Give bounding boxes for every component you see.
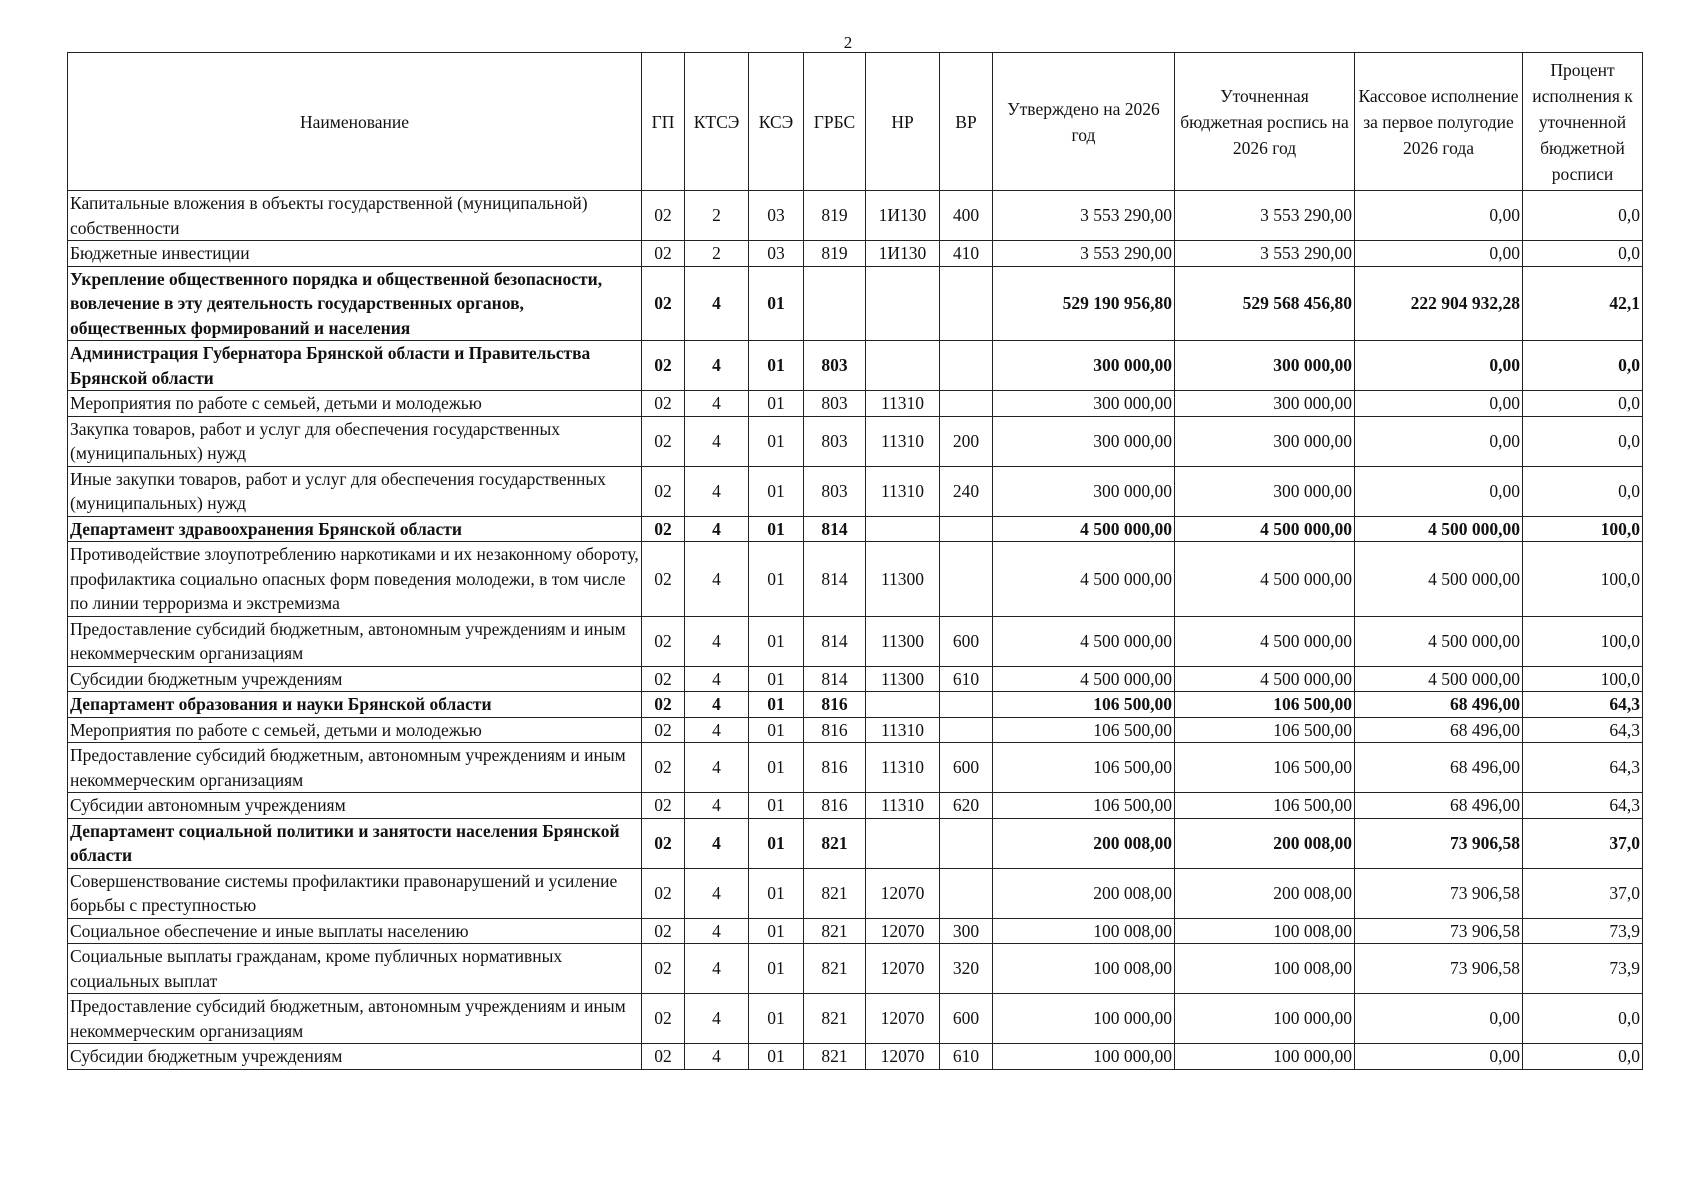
vr-cell: 410 (940, 241, 993, 267)
vr-cell (940, 391, 993, 417)
cash-cell: 4 500 000,00 (1355, 616, 1523, 666)
grbs-cell: 814 (804, 542, 866, 617)
percent-cell: 64,3 (1523, 743, 1643, 793)
cash-cell: 68 496,00 (1355, 692, 1523, 718)
header-gp: ГП (642, 53, 685, 191)
vr-cell (940, 868, 993, 918)
vr-cell: 400 (940, 191, 993, 241)
vr-cell: 620 (940, 793, 993, 819)
refined-cell: 106 500,00 (1175, 743, 1355, 793)
gp-cell: 02 (642, 391, 685, 417)
vr-cell: 240 (940, 466, 993, 516)
nr-cell: 12070 (866, 944, 940, 994)
gp-cell: 02 (642, 717, 685, 743)
table-row (68, 743, 1643, 793)
refined-cell: 106 500,00 (1175, 793, 1355, 819)
header-grbs: ГРБС (804, 53, 866, 191)
percent-cell: 0,0 (1523, 191, 1643, 241)
table-row (68, 616, 1643, 666)
percent-cell: 0,0 (1523, 1044, 1643, 1070)
approved-cell: 106 500,00 (993, 692, 1175, 718)
percent-cell: 0,0 (1523, 341, 1643, 391)
kse-cell: 01 (749, 542, 804, 617)
kse-cell: 01 (749, 743, 804, 793)
grbs-cell: 819 (804, 241, 866, 267)
gp-cell: 02 (642, 818, 685, 868)
cash-cell: 0,00 (1355, 241, 1523, 267)
table-row (68, 1044, 1643, 1070)
vr-cell: 610 (940, 666, 993, 692)
gp-cell: 02 (642, 692, 685, 718)
approved-cell: 4 500 000,00 (993, 616, 1175, 666)
percent-cell: 0,0 (1523, 416, 1643, 466)
table-row (68, 918, 1643, 944)
ktse-cell: 4 (685, 542, 749, 617)
nr-cell (866, 266, 940, 341)
table-row (68, 692, 1643, 718)
ktse-cell: 4 (685, 341, 749, 391)
gp-cell: 02 (642, 994, 685, 1044)
name-cell: Предоставление субсидий бюджетным, автономным учреждениям и иным некоммерческим организациям (68, 616, 642, 666)
cash-cell: 0,00 (1355, 994, 1523, 1044)
kse-cell: 03 (749, 191, 804, 241)
header-cash: Кассовое исполнение за первое полугодие 2026 года (1355, 53, 1523, 191)
grbs-cell: 816 (804, 692, 866, 718)
gp-cell: 02 (642, 266, 685, 341)
refined-cell: 100 000,00 (1175, 1044, 1355, 1070)
table-row (68, 391, 1643, 417)
kse-cell: 01 (749, 466, 804, 516)
nr-cell: 12070 (866, 918, 940, 944)
percent-cell: 64,3 (1523, 692, 1643, 718)
grbs-cell: 814 (804, 666, 866, 692)
percent-cell: 37,0 (1523, 818, 1643, 868)
percent-cell: 0,0 (1523, 466, 1643, 516)
percent-cell: 100,0 (1523, 542, 1643, 617)
header-name: Наименование (68, 53, 642, 191)
kse-cell: 01 (749, 416, 804, 466)
nr-cell: 11310 (866, 743, 940, 793)
page-number: 2 (843, 33, 853, 52)
name-cell: Мероприятия по работе с семьей, детьми и молодежью (68, 717, 642, 743)
ktse-cell: 4 (685, 666, 749, 692)
ktse-cell: 4 (685, 994, 749, 1044)
gp-cell: 02 (642, 918, 685, 944)
grbs-cell: 821 (804, 818, 866, 868)
refined-cell: 300 000,00 (1175, 341, 1355, 391)
grbs-cell: 816 (804, 743, 866, 793)
vr-cell: 600 (940, 994, 993, 1044)
ktse-cell: 4 (685, 391, 749, 417)
gp-cell: 02 (642, 743, 685, 793)
grbs-cell (804, 266, 866, 341)
vr-cell (940, 542, 993, 617)
ktse-cell: 2 (685, 191, 749, 241)
approved-cell: 100 008,00 (993, 944, 1175, 994)
nr-cell: 11300 (866, 542, 940, 617)
approved-cell: 300 000,00 (993, 341, 1175, 391)
nr-cell: 11310 (866, 416, 940, 466)
budget-table (67, 52, 1643, 1070)
kse-cell: 01 (749, 391, 804, 417)
approved-cell: 100 008,00 (993, 918, 1175, 944)
cash-cell: 73 906,58 (1355, 818, 1523, 868)
table-row (68, 717, 1643, 743)
ktse-cell: 4 (685, 743, 749, 793)
cash-cell: 222 904 932,28 (1355, 266, 1523, 341)
table-row (68, 191, 1643, 241)
percent-cell: 73,9 (1523, 918, 1643, 944)
approved-cell: 300 000,00 (993, 391, 1175, 417)
table-row (68, 266, 1643, 341)
table-row (68, 944, 1643, 994)
cash-cell: 0,00 (1355, 391, 1523, 417)
cash-cell: 68 496,00 (1355, 743, 1523, 793)
grbs-cell: 803 (804, 466, 866, 516)
grbs-cell: 816 (804, 793, 866, 819)
vr-cell (940, 692, 993, 718)
percent-cell: 100,0 (1523, 616, 1643, 666)
refined-cell: 300 000,00 (1175, 416, 1355, 466)
cash-cell: 0,00 (1355, 191, 1523, 241)
nr-cell (866, 341, 940, 391)
cash-cell: 4 500 000,00 (1355, 542, 1523, 617)
cash-cell: 73 906,58 (1355, 944, 1523, 994)
kse-cell: 01 (749, 717, 804, 743)
percent-cell: 0,0 (1523, 994, 1643, 1044)
grbs-cell: 821 (804, 994, 866, 1044)
cash-cell: 68 496,00 (1355, 793, 1523, 819)
nr-cell: 11310 (866, 466, 940, 516)
nr-cell (866, 818, 940, 868)
name-cell: Субсидии бюджетным учреждениям (68, 666, 642, 692)
kse-cell: 01 (749, 692, 804, 718)
grbs-cell: 819 (804, 191, 866, 241)
vr-cell (940, 818, 993, 868)
ktse-cell: 4 (685, 616, 749, 666)
gp-cell: 02 (642, 542, 685, 617)
cash-cell: 73 906,58 (1355, 868, 1523, 918)
ktse-cell: 4 (685, 266, 749, 341)
name-cell: Субсидии бюджетным учреждениям (68, 1044, 642, 1070)
approved-cell: 106 500,00 (993, 743, 1175, 793)
approved-cell: 100 000,00 (993, 1044, 1175, 1070)
vr-cell: 600 (940, 616, 993, 666)
nr-cell (866, 516, 940, 542)
cash-cell: 0,00 (1355, 416, 1523, 466)
name-cell: Предоставление субсидий бюджетным, автономным учреждениям и иным некоммерческим организациям (68, 994, 642, 1044)
kse-cell: 01 (749, 616, 804, 666)
table-row (68, 818, 1643, 868)
grbs-cell: 821 (804, 868, 866, 918)
refined-cell: 100 008,00 (1175, 918, 1355, 944)
vr-cell: 600 (940, 743, 993, 793)
kse-cell: 03 (749, 241, 804, 267)
header-approved: Утверждено на 2026 год (993, 53, 1175, 191)
ktse-cell: 4 (685, 717, 749, 743)
refined-cell: 4 500 000,00 (1175, 616, 1355, 666)
refined-cell: 200 008,00 (1175, 818, 1355, 868)
gp-cell: 02 (642, 341, 685, 391)
ktse-cell: 4 (685, 466, 749, 516)
vr-cell (940, 717, 993, 743)
grbs-cell: 803 (804, 416, 866, 466)
grbs-cell: 814 (804, 516, 866, 542)
approved-cell: 529 190 956,80 (993, 266, 1175, 341)
approved-cell: 300 000,00 (993, 466, 1175, 516)
cash-cell: 0,00 (1355, 466, 1523, 516)
vr-cell: 200 (940, 416, 993, 466)
percent-cell: 37,0 (1523, 868, 1643, 918)
name-cell: Мероприятия по работе с семьей, детьми и молодежью (68, 391, 642, 417)
name-cell: Иные закупки товаров, работ и услуг для обеспечения государственных (муниципальных) нужд (68, 466, 642, 516)
table-row (68, 793, 1643, 819)
refined-cell: 100 000,00 (1175, 994, 1355, 1044)
kse-cell: 01 (749, 793, 804, 819)
header-refined: Уточненная бюджетная роспись на 2026 год (1175, 53, 1355, 191)
ktse-cell: 4 (685, 692, 749, 718)
ktse-cell: 4 (685, 818, 749, 868)
vr-cell: 300 (940, 918, 993, 944)
percent-cell: 0,0 (1523, 241, 1643, 267)
grbs-cell: 821 (804, 1044, 866, 1070)
percent-cell: 73,9 (1523, 944, 1643, 994)
table-row (68, 516, 1643, 542)
nr-cell: 11300 (866, 616, 940, 666)
ktse-cell: 4 (685, 944, 749, 994)
name-cell: Предоставление субсидий бюджетным, автономным учреждениям и иным некоммерческим организациям (68, 743, 642, 793)
percent-cell: 42,1 (1523, 266, 1643, 341)
header-ktse: КТСЭ (685, 53, 749, 191)
vr-cell (940, 516, 993, 542)
kse-cell: 01 (749, 341, 804, 391)
gp-cell: 02 (642, 466, 685, 516)
name-cell: Бюджетные инвестиции (68, 241, 642, 267)
approved-cell: 4 500 000,00 (993, 542, 1175, 617)
nr-cell: 11310 (866, 391, 940, 417)
ktse-cell: 4 (685, 1044, 749, 1070)
table-row (68, 416, 1643, 466)
nr-cell: 12070 (866, 994, 940, 1044)
approved-cell: 100 000,00 (993, 994, 1175, 1044)
nr-cell: 12070 (866, 1044, 940, 1070)
gp-cell: 02 (642, 191, 685, 241)
nr-cell: 1И130 (866, 191, 940, 241)
gp-cell: 02 (642, 666, 685, 692)
refined-cell: 100 008,00 (1175, 944, 1355, 994)
cash-cell: 68 496,00 (1355, 717, 1523, 743)
nr-cell: 11310 (866, 717, 940, 743)
refined-cell: 200 008,00 (1175, 868, 1355, 918)
approved-cell: 3 553 290,00 (993, 191, 1175, 241)
refined-cell: 3 553 290,00 (1175, 191, 1355, 241)
vr-cell: 610 (940, 1044, 993, 1070)
ktse-cell: 4 (685, 416, 749, 466)
refined-cell: 106 500,00 (1175, 692, 1355, 718)
grbs-cell: 821 (804, 918, 866, 944)
name-cell: Укрепление общественного порядка и общественной безопасности, вовлечение в эту деятельность государственных органов, общественных формирований и населения (68, 266, 642, 341)
refined-cell: 4 500 000,00 (1175, 516, 1355, 542)
kse-cell: 01 (749, 666, 804, 692)
percent-cell: 0,0 (1523, 391, 1643, 417)
name-cell: Субсидии автономным учреждениям (68, 793, 642, 819)
percent-cell: 64,3 (1523, 793, 1643, 819)
header-percent: Процент исполнения к уточненной бюджетной росписи (1523, 53, 1643, 191)
nr-cell: 1И130 (866, 241, 940, 267)
nr-cell: 11310 (866, 793, 940, 819)
gp-cell: 02 (642, 944, 685, 994)
approved-cell: 300 000,00 (993, 416, 1175, 466)
name-cell: Социальные выплаты гражданам, кроме публичных нормативных социальных выплат (68, 944, 642, 994)
kse-cell: 01 (749, 944, 804, 994)
gp-cell: 02 (642, 868, 685, 918)
ktse-cell: 4 (685, 793, 749, 819)
approved-cell: 106 500,00 (993, 717, 1175, 743)
kse-cell: 01 (749, 994, 804, 1044)
gp-cell: 02 (642, 241, 685, 267)
header-row (68, 53, 1643, 191)
grbs-cell: 803 (804, 341, 866, 391)
grbs-cell: 816 (804, 717, 866, 743)
approved-cell: 106 500,00 (993, 793, 1175, 819)
name-cell: Администрация Губернатора Брянской области и Правительства Брянской области (68, 341, 642, 391)
percent-cell: 100,0 (1523, 516, 1643, 542)
header-vr: ВР (940, 53, 993, 191)
cash-cell: 73 906,58 (1355, 918, 1523, 944)
grbs-cell: 821 (804, 944, 866, 994)
ktse-cell: 4 (685, 516, 749, 542)
table-row (68, 241, 1643, 267)
refined-cell: 3 553 290,00 (1175, 241, 1355, 267)
approved-cell: 200 008,00 (993, 818, 1175, 868)
table-row (68, 542, 1643, 617)
kse-cell: 01 (749, 1044, 804, 1070)
refined-cell: 106 500,00 (1175, 717, 1355, 743)
name-cell: Департамент здравоохранения Брянской области (68, 516, 642, 542)
table-row (68, 466, 1643, 516)
approved-cell: 200 008,00 (993, 868, 1175, 918)
percent-cell: 64,3 (1523, 717, 1643, 743)
grbs-cell: 814 (804, 616, 866, 666)
vr-cell (940, 266, 993, 341)
gp-cell: 02 (642, 416, 685, 466)
name-cell: Капитальные вложения в объекты государственной (муниципальной) собственности (68, 191, 642, 241)
header-kse: КСЭ (749, 53, 804, 191)
cash-cell: 0,00 (1355, 341, 1523, 391)
header-nr: НР (866, 53, 940, 191)
name-cell: Противодействие злоупотреблению наркотиками и их незаконному обороту, профилактика социально опасных форм поведения молодежи, в том числе по линии терроризма и экстремизма (68, 542, 642, 617)
gp-cell: 02 (642, 793, 685, 819)
name-cell: Закупка товаров, работ и услуг для обеспечения государственных (муниципальных) нужд (68, 416, 642, 466)
vr-cell: 320 (940, 944, 993, 994)
nr-cell: 12070 (866, 868, 940, 918)
cash-cell: 4 500 000,00 (1355, 516, 1523, 542)
vr-cell (940, 341, 993, 391)
name-cell: Департамент социальной политики и занятости населения Брянской области (68, 818, 642, 868)
approved-cell: 4 500 000,00 (993, 666, 1175, 692)
approved-cell: 4 500 000,00 (993, 516, 1175, 542)
table-row (68, 666, 1643, 692)
kse-cell: 01 (749, 868, 804, 918)
cash-cell: 4 500 000,00 (1355, 666, 1523, 692)
refined-cell: 4 500 000,00 (1175, 542, 1355, 617)
kse-cell: 01 (749, 918, 804, 944)
gp-cell: 02 (642, 1044, 685, 1070)
name-cell: Совершенствование системы профилактики правонарушений и усиление борьбы с преступностью (68, 868, 642, 918)
table-row (68, 868, 1643, 918)
nr-cell (866, 692, 940, 718)
gp-cell: 02 (642, 616, 685, 666)
refined-cell: 300 000,00 (1175, 391, 1355, 417)
percent-cell: 100,0 (1523, 666, 1643, 692)
name-cell: Социальное обеспечение и иные выплаты населению (68, 918, 642, 944)
approved-cell: 3 553 290,00 (993, 241, 1175, 267)
table-header (68, 53, 1643, 191)
kse-cell: 01 (749, 516, 804, 542)
grbs-cell: 803 (804, 391, 866, 417)
cash-cell: 0,00 (1355, 1044, 1523, 1070)
table-row (68, 994, 1643, 1044)
kse-cell: 01 (749, 818, 804, 868)
nr-cell: 11300 (866, 666, 940, 692)
table-body (68, 191, 1643, 1070)
ktse-cell: 2 (685, 241, 749, 267)
kse-cell: 01 (749, 266, 804, 341)
refined-cell: 300 000,00 (1175, 466, 1355, 516)
ktse-cell: 4 (685, 918, 749, 944)
gp-cell: 02 (642, 516, 685, 542)
refined-cell: 4 500 000,00 (1175, 666, 1355, 692)
table-row (68, 341, 1643, 391)
ktse-cell: 4 (685, 868, 749, 918)
name-cell: Департамент образования и науки Брянской области (68, 692, 642, 718)
refined-cell: 529 568 456,80 (1175, 266, 1355, 341)
